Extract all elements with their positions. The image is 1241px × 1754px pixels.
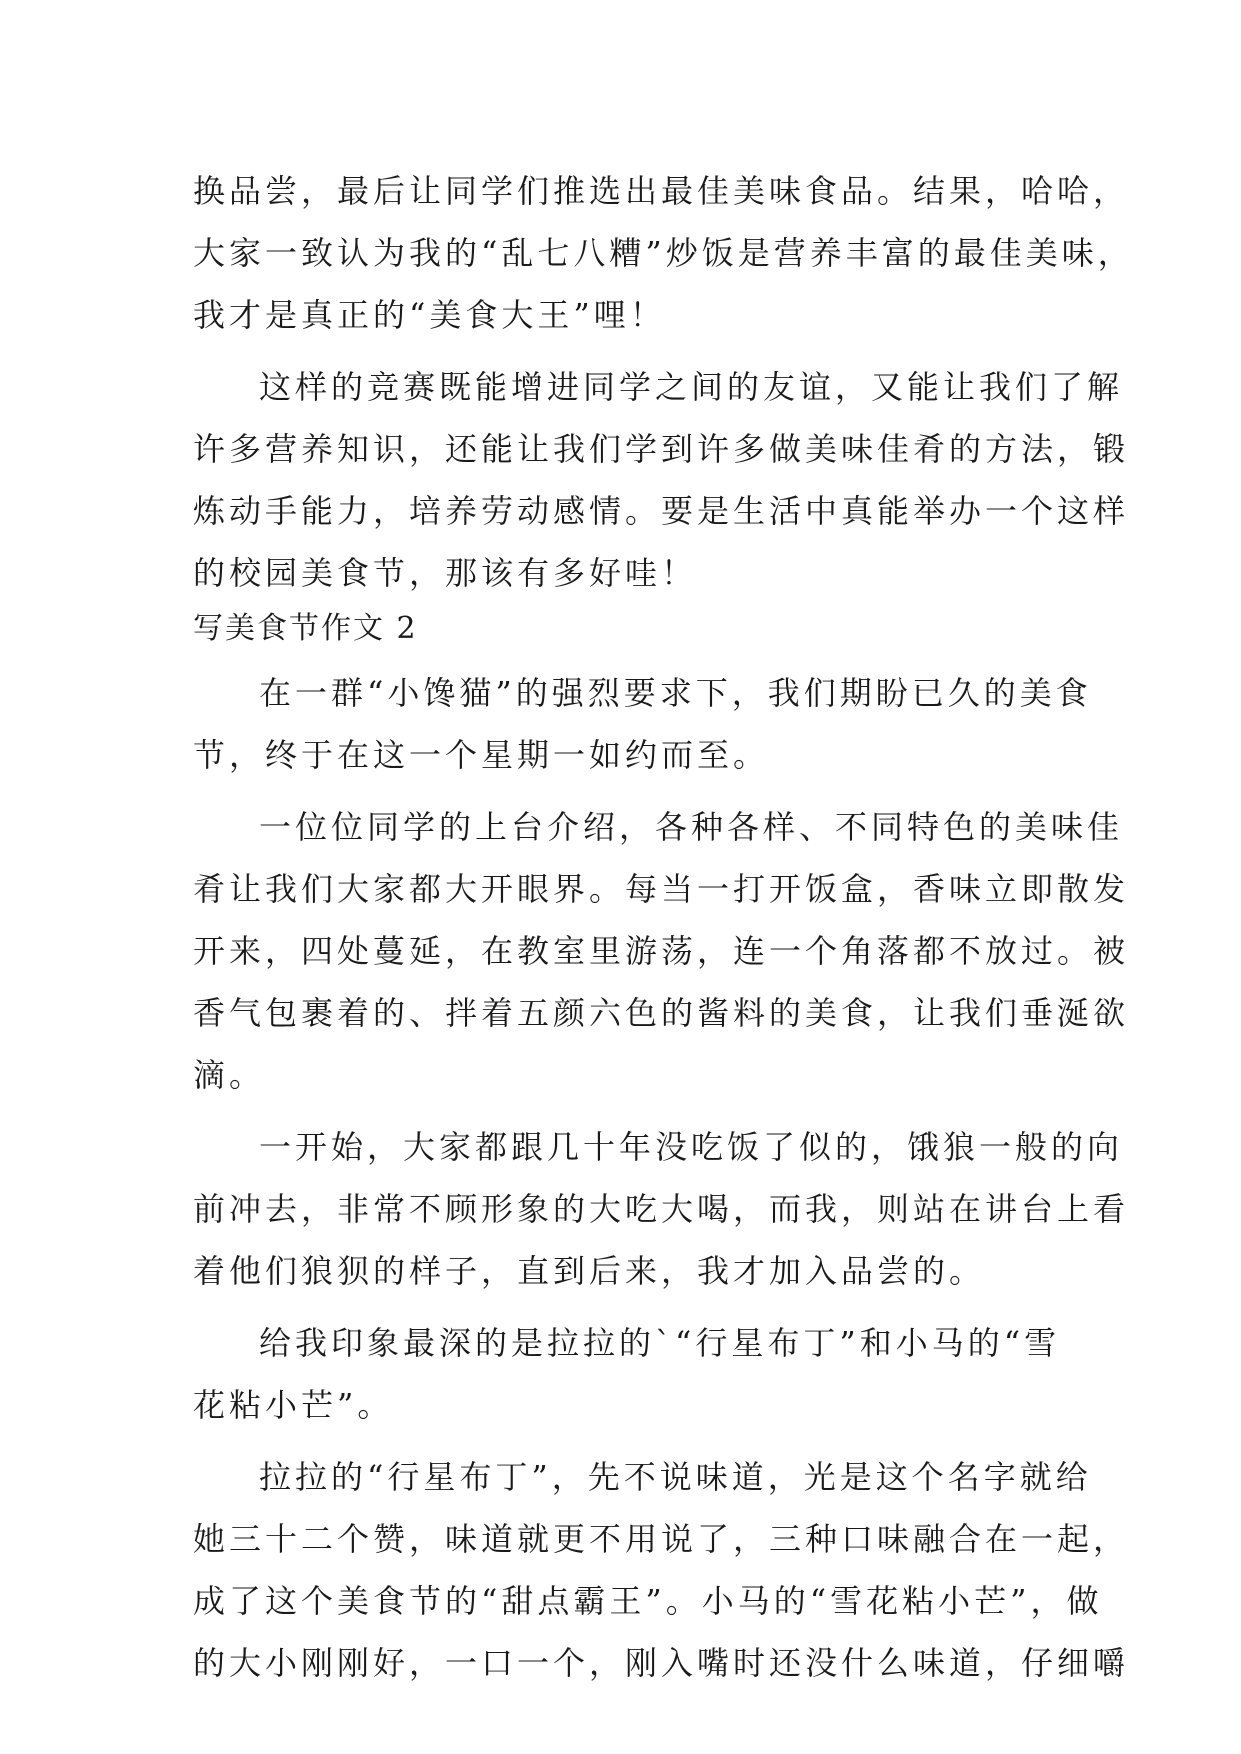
- text-line: 换品尝，最后让同学们推选出最佳美味食品。结果，哈哈，: [193, 172, 1130, 210]
- text-line: 给我印象最深的是拉拉的`“行星布丁”和小马的“雪: [259, 1324, 1061, 1362]
- text-line: 节，终于在这一个星期一如约而至。: [193, 736, 770, 774]
- document-page: [193, 160, 1134, 1694]
- text-line: 炼动手能力，培养劳动感情。要是生活中真能举办一个这样: [193, 492, 1130, 530]
- paragraph: [193, 662, 1092, 796]
- text-line: 滴。: [193, 1056, 266, 1094]
- text-line: 的校园美食节，那该有多好哇！: [193, 554, 698, 592]
- paragraph: [193, 1312, 1073, 1446]
- text-line: 她三十二个赞，味道就更不用说了，三种口味融合在一起，: [193, 1520, 1130, 1558]
- paragraph: [193, 796, 1130, 1116]
- text-line: 一开始，大家都跟几十年没吃饭了似的，饿狼一般的向: [259, 1128, 1124, 1166]
- text-line: 的大小刚刚好，一口一个，刚入嘴时还没什么味道，仔细嚼: [193, 1644, 1130, 1682]
- text-line: 前冲去，非常不顾形象的大吃大喝，而我，则站在讲台上看: [193, 1190, 1130, 1228]
- text-line: 许多营养知识，还能让我们学到许多做美味佳肴的方法，锻: [193, 430, 1130, 468]
- text-line: 一位位同学的上台介绍，各种各样、不同特色的美味佳: [259, 808, 1124, 846]
- text-line: 着他们狼狈的样子，直到后来，我才加入品尝的。: [193, 1252, 986, 1290]
- text-line: 开来，四处蔓延，在教室里游荡，连一个角落都不放过。被: [193, 932, 1130, 970]
- text-line: 我才是真正的“美食大王”哩！: [193, 296, 666, 334]
- text-line: 花粘小芒”。: [193, 1386, 394, 1424]
- paragraph-continuation: [193, 160, 1134, 356]
- paragraph: [193, 356, 1130, 604]
- text-line: 拉拉的“行星布丁”，先不说味道，光是这个名字就给: [259, 1458, 1092, 1496]
- text-line: 这样的竞赛既能增进同学之间的友谊，又能让我们了解: [259, 368, 1124, 406]
- text-line: 大家一致认为我的“乱七八糟”炒饭是营养丰富的最佳美味，: [193, 234, 1134, 272]
- paragraph: [193, 1446, 1130, 1694]
- section-title: 写美食节作文 2: [193, 611, 418, 646]
- paragraph: [193, 1116, 1130, 1312]
- text-line: 香气包裹着的、拌着五颜六色的酱料的美食，让我们垂涎欲: [193, 994, 1130, 1032]
- text-line: 在一群“小馋猫”的强烈要求下，我们期盼已久的美食: [259, 674, 1092, 712]
- text-line: 肴让我们大家都大开眼界。每当一打开饭盒，香味立即散发: [193, 870, 1130, 908]
- text-line: 成了这个美食节的“甜点霸王”。小马的“雪花粘小芒”，做: [193, 1582, 1103, 1620]
